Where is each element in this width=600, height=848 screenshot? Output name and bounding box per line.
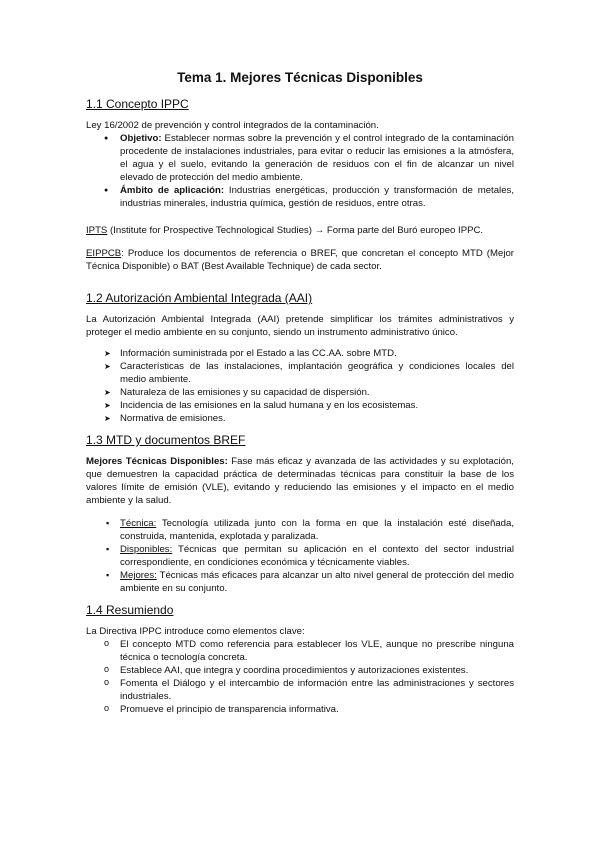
section-heading-1-3: 1.3 MTD y documentos BREF — [86, 433, 246, 447]
section-heading-1-2: 1.2 Autorización Ambiental Integrada (AAI) — [86, 291, 313, 305]
mtd-text: Fase más eficaz y avanzada de las actividades y su explotación, que demuestren la capacidad práctica de determinadas técnicas para constituir la base de los valores límite de emisión (VLE), evitando y reduciendo las emisiones y el impacto en el medio ambiente y la salud. — [86, 456, 514, 506]
list-item: o El concepto MTD como referencia para establecer los VLE, aunque no prescribe ninguna técnica o tecnología concreta. — [86, 638, 514, 664]
section-heading-1-4: 1.4 Resumiendo — [86, 603, 174, 617]
paragraph-eippcb — [86, 247, 514, 273]
list-item — [86, 569, 514, 595]
bullet-text: Tecnología utilizada junto con la forma en que la instalación esté diseñada, construida, mantenida, explotada y paralizada. — [120, 518, 514, 542]
bullet-text: Técnicas que permitan su aplicación en el contexto del sector industrial correspondiente, en condiciones económica y técnicamente viables. — [120, 544, 514, 568]
list-item — [86, 543, 514, 569]
ipts-text: (Institute for Prospective Technological Studies) → Forma parte del Buró europeo IPPC. — [107, 225, 484, 236]
bullet-list-aai — [86, 347, 514, 425]
list-item: o Promueve el principio de transparencia informativa. — [86, 703, 514, 716]
list-item: o Fomenta el Diálogo y el intercambio de información entre las administraciones y sectores industriales. — [86, 677, 514, 703]
bullet-label: Técnica: — [120, 518, 157, 529]
bullet-text: Técnicas más eficaces para alcanzar un alto nivel general de protección del medio ambiente en su conjunto. — [120, 570, 514, 594]
eippcb-text: : Produce los documentos de referencia o BREF, que concretan el concepto MTD (Mejor Técnica Disponible) o BAT (Best Available Technique) de cada sector. — [86, 248, 514, 272]
eippcb-term: EIPPCB — [86, 248, 122, 259]
ipts-term: IPTS — [86, 225, 108, 236]
bullet-label: Disponibles: — [120, 544, 173, 555]
bullet-list-ippc — [86, 132, 514, 210]
section-heading-1-1: 1.1 Concepto IPPC — [86, 97, 189, 111]
paragraph-ley: Ley 16/2002 de prevención y control integrados de la contaminación. — [86, 120, 379, 131]
bullet-label: Objetivo: — [120, 133, 162, 144]
list-item — [86, 132, 514, 184]
paragraph-ipts — [86, 224, 514, 237]
list-item: ➤ Normativa de emisiones. — [86, 412, 514, 425]
list-item: o Establece AAI, que integra y coordina procedimientos y autorizaciones existentes. — [86, 664, 514, 677]
bullet-text: Establecer normas sobre la prevención y el control integrado de la contaminación procedente de instalaciones industriales, para evitar o reducir las emisiones a la atmósfera, el agua y el suelo, evitando la generación de residuos con el fin de alcanzar un nivel elevado de protección del medio ambiente. — [120, 133, 514, 183]
list-item: ➤ Características de las instalaciones, implantación geográfica y condiciones locales del medio ambiente. — [86, 360, 514, 386]
paragraph-mtd — [86, 455, 514, 507]
bullet-label: Ámbito de aplicación: — [120, 185, 225, 196]
list-item: ➤ Información suministrada por el Estado a las CC.AA. sobre MTD. — [86, 347, 514, 360]
paragraph-aai: La Autorización Ambiental Integrada (AAI) pretende simplificar los trámites administrativos y proteger el medio ambiente en su conjunto, siendo un instrumento administrativo único. — [86, 314, 514, 338]
list-item: ➤ Naturaleza de las emisiones y su capacidad de dispersión. — [86, 386, 514, 399]
bullet-list-mtd — [86, 517, 514, 595]
page-title: Tema 1. Mejores Técnicas Disponibles — [177, 70, 423, 85]
list-item — [86, 184, 514, 210]
paragraph-directiva: La Directiva IPPC introduce como elementos clave: — [86, 626, 305, 637]
bullet-list-resumen — [86, 638, 514, 716]
list-item: ➤ Incidencia de las emisiones en la salud humana y en los ecosistemas. — [86, 399, 514, 412]
list-item — [86, 517, 514, 543]
bullet-label: Mejores: — [120, 570, 157, 581]
mtd-term: Mejores Técnicas Disponibles: — [86, 456, 228, 467]
bullet-text: Industrias energéticas, producción y transformación de metales, industrias minerales, industria química, gestión de residuos, entre otras. — [120, 185, 514, 209]
